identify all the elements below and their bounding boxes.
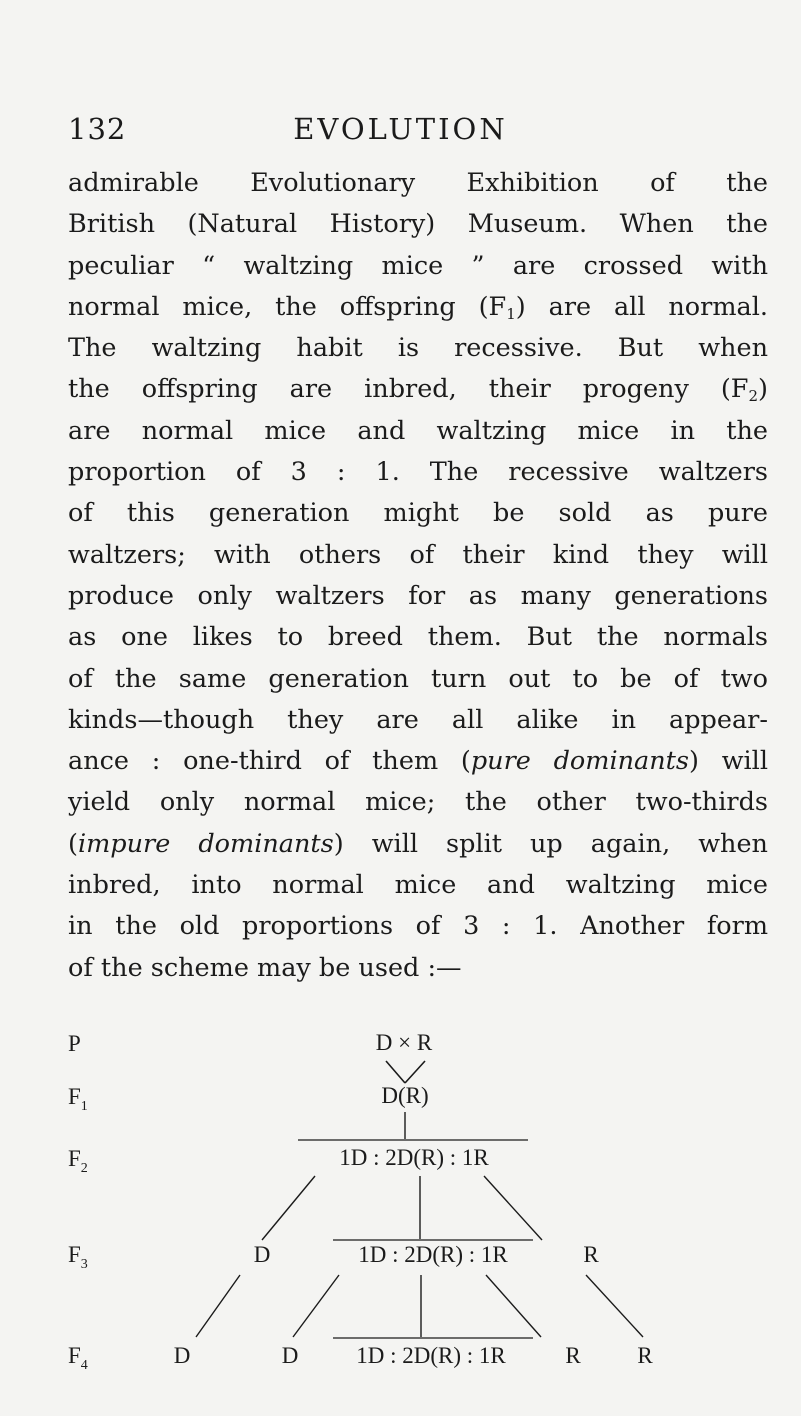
cross-line-left (386, 1061, 405, 1083)
text-line: are normal mice and waltzing mice in the (68, 415, 768, 446)
f4-dominant-outer: D (173, 1343, 191, 1368)
f3-recessive: R (583, 1242, 599, 1267)
text-line: British (Natural History) Museum. When the (68, 209, 768, 240)
text-segment: ) will split up again, when (333, 828, 768, 859)
text-line: peculiar “ waltzing mice ” are crossed with (68, 250, 768, 281)
text-segment: ) are all normal. (515, 291, 768, 322)
gen-label-f1: $F_1$ (68, 1084, 88, 1114)
f3-branch-right (486, 1275, 541, 1337)
gen-label-f2: $F_2$ (68, 1146, 88, 1176)
f4-dominant-inner: D (281, 1343, 299, 1368)
p-cross: D × R (375, 1030, 433, 1055)
gen-label-f4: $F_4$ (68, 1343, 88, 1373)
f3-branch-left (293, 1275, 339, 1337)
f4-recessive-inner: R (565, 1343, 581, 1368)
f1-offspring: D(R) (381, 1083, 429, 1108)
text-line: yield only normal mice; the other two-thirds (68, 787, 768, 818)
f2-branch-right (484, 1176, 542, 1240)
gen-label-f3: $F_3$ (68, 1242, 88, 1272)
f2-ratio: 1D : 2D(R) : 1R (339, 1145, 489, 1170)
running-title: EVOLUTION (293, 112, 508, 146)
italic-term: pure dominants (470, 746, 689, 777)
text-segment: ) (758, 374, 768, 405)
text-line: proportion of 3 : 1. The recessive waltzers (68, 457, 768, 488)
text-segment: ) will (689, 746, 768, 777)
f3-branch-d (196, 1275, 240, 1337)
text-segment: ( (68, 828, 78, 859)
text-line: as one likes to breed them. But the normals (68, 622, 768, 653)
text-line: inbred, into normal mice and waltzing mice (68, 870, 768, 901)
text-line: of this generation might be sold as pure (68, 498, 768, 529)
text-line: of the same generation turn out to be of two (68, 663, 768, 694)
text-line: waltzers; with others of their kind they will (68, 539, 768, 570)
cross-line-right (405, 1061, 425, 1083)
text-line: of the scheme may be used :— (68, 952, 462, 983)
f4-recessive-outer: R (637, 1343, 653, 1368)
subscript: 1 (506, 304, 516, 323)
text-segment: ance : one-third of them ( (68, 746, 471, 777)
f3-ratio: 1D : 2D(R) : 1R (358, 1242, 508, 1267)
text-line: admirable Evolutionary Exhibition of the (68, 168, 768, 198)
page-number: 132 (68, 112, 127, 146)
text-line: in the old proportions of 3 : 1. Another form (68, 911, 768, 942)
gen-label-p: P (68, 1031, 81, 1056)
text-line: The waltzing habit is recessive. But when (68, 333, 768, 364)
text-line: kinds—though they are all alike in appear- (68, 704, 768, 735)
f3-branch-r (586, 1275, 643, 1337)
text-segment: normal mice, the offspring (F (68, 291, 507, 322)
text-line: produce only waltzers for as many generations (68, 580, 768, 611)
f3-dominant: D (253, 1242, 271, 1267)
subscript: 2 (748, 387, 759, 406)
f4-ratio: 1D : 2D(R) : 1R (356, 1343, 506, 1368)
text-segment: the offspring are inbred, their progeny (F (68, 374, 749, 405)
f2-branch-left (262, 1176, 315, 1240)
italic-term: impure dominants (77, 828, 334, 859)
